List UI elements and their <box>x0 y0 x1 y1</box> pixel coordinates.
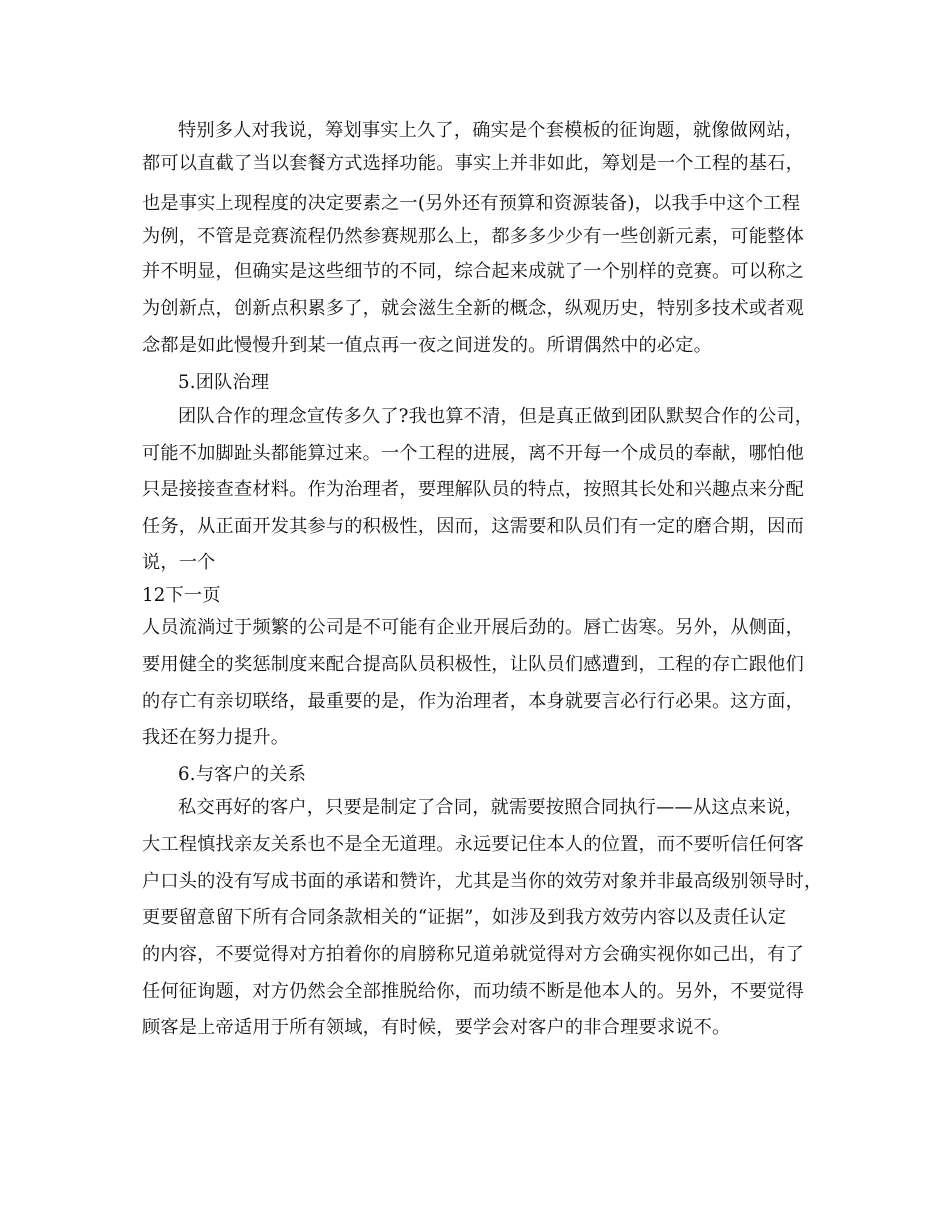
paragraph-line: 任何征询题，对方仍然会全部推脱给你，而功绩不断是他本人的。另外，不要觉得 <box>142 981 804 1002</box>
paragraph-line: 我还在努力提升。 <box>142 727 290 748</box>
paragraph-line: 只是接接查查材料。作为治理者，要理解队员的特点，按照其长处和兴趣点来分配 <box>142 479 804 500</box>
paragraph-line: 说，一个 <box>142 552 216 573</box>
paragraph-line: 任务，从正面开发其参与的积极性，因而，这需要和队员们有一定的磨合期，因而 <box>142 516 804 537</box>
section-heading: 5.团队治理 <box>178 372 270 393</box>
paragraph-line: 念都是如此慢慢升到某一值点再一夜之间迸发的。所谓偶然中的必定。 <box>142 335 713 356</box>
paragraph-line: 要用健全的奖惩制度来配合提高队员积极性，让队员们感遭到，工程的存亡跟他们 <box>142 654 804 675</box>
section-heading: 6.与客户的关系 <box>178 764 307 785</box>
paragraph-line: 为创新点，创新点积累多了，就会滋生全新的概念，纵观历史，特别多技术或者观 <box>142 298 804 319</box>
paragraph-line: 也是事实上现程度的决定要素之一(另外还有预算和资源装备)，以我手中这个工程 <box>142 193 801 214</box>
paragraph-line: 的内容，不要觉得对方拍着你的肩膀称兄道弟就觉得对方会确实视你如己出，有了 <box>142 944 804 965</box>
paragraph-line: 大工程慎找亲友关系也不是全无道理。永远要记住本人的位置，而不要听信任何客 <box>142 834 804 855</box>
paragraph-line: 并不明显，但确实是这些细节的不同，综合起来成就了一个别样的竞赛。可以称之 <box>142 261 804 282</box>
paragraph-line: 都可以直截了当以套餐方式选择功能。事实上并非如此，筹划是一个工程的基石， <box>142 153 804 174</box>
paragraph-line: 特别多人对我说，筹划事实上久了，确实是个套模板的征询题，就像做网站， <box>178 120 804 141</box>
paragraph-line: 的存亡有亲切联络，最重要的是，作为治理者，本身就要言必行行必果。这方面， <box>142 691 804 712</box>
page-break-marker: 12下一页 <box>142 585 221 606</box>
paragraph-line: 私交再好的客户，只要是制定了合同，就需要按照合同执行——从这点来说， <box>178 797 804 818</box>
paragraph-line: 人员流淌过于频繁的公司是不可能有企业开展后劲的。唇亡齿寒。另外，从侧面， <box>142 617 804 638</box>
paragraph-line: 更要留意留下所有合同条款相关的“证据”，如涉及到我方效劳内容以及责任认定 <box>142 907 787 928</box>
paragraph-line: 为例，不管是竞赛流程仍然参赛规那么上，都多多少少有一些创新元素，可能整体 <box>142 226 804 247</box>
paragraph-line: 顾客是上帝适用于所有领域，有时候，要学会对客户的非合理要求说不。 <box>142 1017 731 1038</box>
paragraph-line: 可能不加脚趾头都能算过来。一个工程的进展，离不开每一个成员的奉献，哪怕他 <box>142 443 804 464</box>
paragraph-line: 团队合作的理念宣传多久了?我也算不清，但是真正做到团队默契合作的公司， <box>178 406 814 427</box>
paragraph-line: 户口头的没有写成书面的承诺和赞许，尤其是当你的效劳对象并非最高级别领导时， <box>142 871 823 892</box>
